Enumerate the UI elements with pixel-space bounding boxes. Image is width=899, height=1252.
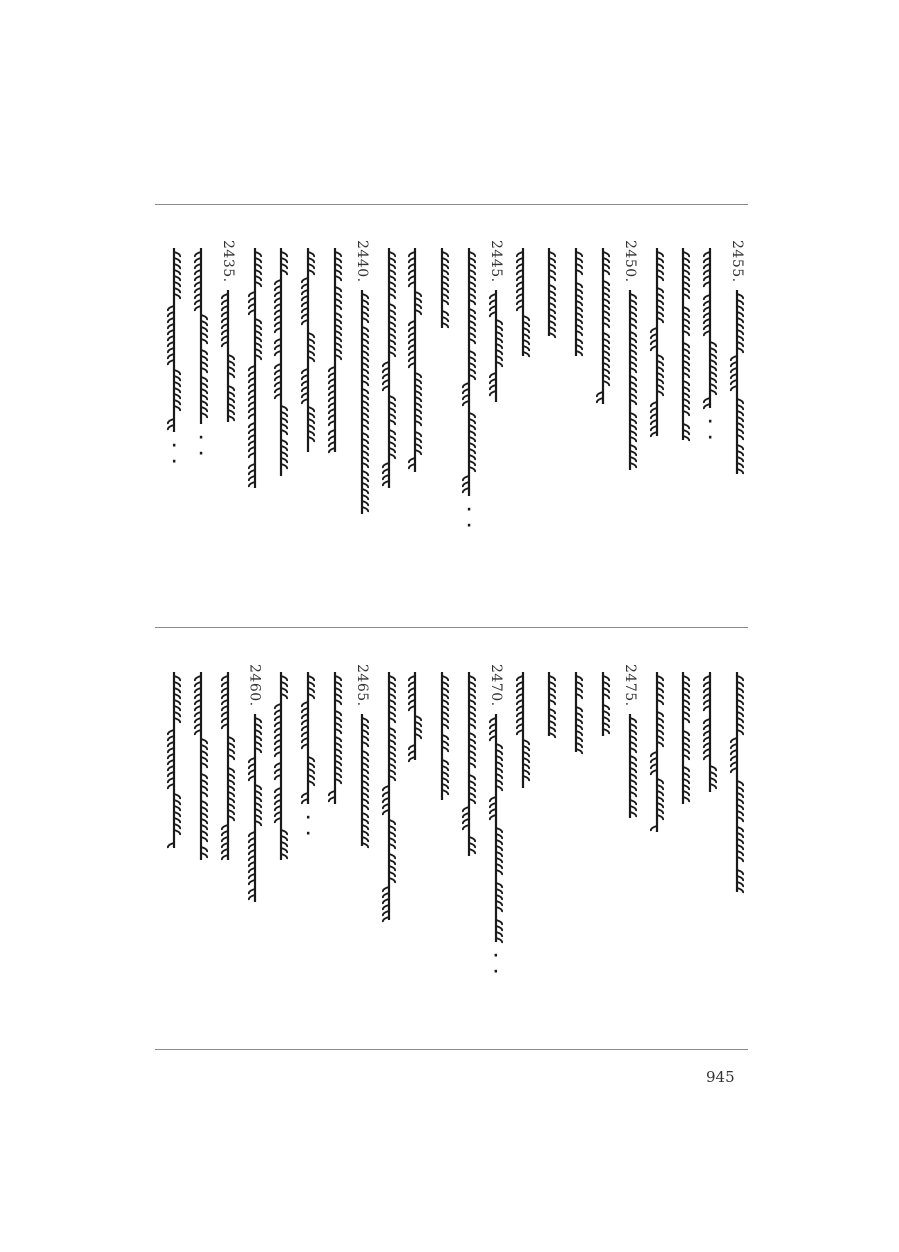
- mongolian-script-glyphs: [323, 240, 347, 640]
- mongolian-script-glyphs: [671, 664, 695, 1064]
- top-rule: [155, 204, 748, 205]
- verse-line: [377, 664, 401, 1064]
- verse-line: [484, 240, 508, 640]
- mongolian-script-glyphs: [591, 664, 615, 1064]
- verse-line: [537, 664, 561, 1064]
- mongolian-script-glyphs: [484, 240, 508, 640]
- mongolian-script-glyphs: [350, 664, 374, 1064]
- mongolian-script-glyphs: [162, 664, 186, 1064]
- verse-line: [216, 240, 240, 640]
- mongolian-script-glyphs: [403, 664, 427, 1064]
- verse-line: [645, 664, 669, 1064]
- mongolian-script-glyphs: [457, 664, 481, 1064]
- verse-line: [243, 240, 267, 640]
- colon-punctuation: ‧ ‧: [493, 948, 499, 980]
- colon-punctuation: ‧ ‧: [466, 502, 472, 534]
- mongolian-script-glyphs: [350, 240, 374, 640]
- mongolian-script-glyphs: [403, 240, 427, 640]
- verse-line: [162, 664, 186, 1064]
- mongolian-script-glyphs: [243, 664, 267, 1064]
- mongolian-script-glyphs: [511, 664, 535, 1064]
- mongolian-script-glyphs: [377, 664, 401, 1064]
- verse-line: [269, 664, 293, 1064]
- verse-line: [511, 240, 535, 640]
- mongolian-script-glyphs: [216, 240, 240, 640]
- verse-line: [671, 240, 695, 640]
- verse-line: [430, 240, 454, 640]
- verse-line: [591, 664, 615, 1064]
- verse-line: [725, 664, 749, 1064]
- verse-number: 2435.: [219, 240, 236, 283]
- colon-punctuation: ‧ ‧: [198, 430, 204, 462]
- mongolian-script-glyphs: [698, 664, 722, 1064]
- mongolian-script-glyphs: [591, 240, 615, 640]
- mongolian-script-glyphs: [537, 664, 561, 1064]
- mongolian-script-glyphs: [725, 664, 749, 1064]
- verse-line: [725, 240, 749, 640]
- verse-number: 2465.: [353, 664, 370, 707]
- mongolian-script-glyphs: [511, 240, 535, 640]
- verse-line: [484, 664, 508, 1064]
- verse-number: 2440.: [353, 240, 370, 283]
- page-number: 945: [706, 1068, 735, 1086]
- verse-line: [162, 240, 186, 640]
- verse-line: [698, 664, 722, 1064]
- mongolian-script-glyphs: [484, 664, 508, 1064]
- verse-line: [403, 240, 427, 640]
- upper-verse-block: [150, 240, 750, 640]
- mongolian-script-glyphs: [430, 664, 454, 1064]
- verse-line: [189, 664, 213, 1064]
- verse-line: [323, 240, 347, 640]
- mongolian-script-glyphs: [645, 240, 669, 640]
- verse-line: [350, 240, 374, 640]
- mongolian-script-glyphs: [537, 240, 561, 640]
- mongolian-script-glyphs: [564, 664, 588, 1064]
- verse-line: [564, 664, 588, 1064]
- verse-line: [671, 664, 695, 1064]
- verse-number: 2460.: [246, 664, 263, 707]
- mongolian-script-glyphs: [189, 664, 213, 1064]
- mongolian-script-glyphs: [671, 240, 695, 640]
- verse-number: 2470.: [487, 664, 504, 707]
- verse-line: [698, 240, 722, 640]
- mongolian-script-glyphs: [618, 664, 642, 1064]
- mongolian-script-glyphs: [296, 240, 320, 640]
- verse-line: [350, 664, 374, 1064]
- mongolian-script-glyphs: [430, 240, 454, 640]
- verse-line: [296, 664, 320, 1064]
- verse-line: [243, 664, 267, 1064]
- colon-punctuation: ‧ ‧: [707, 414, 713, 446]
- verse-number: 2475.: [621, 664, 638, 707]
- lower-verse-block: [150, 664, 750, 1064]
- verse-line: [377, 240, 401, 640]
- mongolian-script-glyphs: [725, 240, 749, 640]
- verse-line: [216, 664, 240, 1064]
- verse-number: 2445.: [487, 240, 504, 283]
- mongolian-script-glyphs: [618, 240, 642, 640]
- mongolian-script-glyphs: [645, 664, 669, 1064]
- mongolian-script-glyphs: [269, 664, 293, 1064]
- verse-line: [537, 240, 561, 640]
- colon-punctuation: ‧ ‧: [305, 810, 311, 842]
- verse-line: [457, 240, 481, 640]
- verse-line: [430, 664, 454, 1064]
- mongolian-script-glyphs: [296, 664, 320, 1064]
- verse-line: [511, 664, 535, 1064]
- verse-line: [564, 240, 588, 640]
- verse-line: [645, 240, 669, 640]
- mongolian-script-glyphs: [323, 664, 347, 1064]
- verse-line: [296, 240, 320, 640]
- verse-line: [457, 664, 481, 1064]
- verse-line: [403, 664, 427, 1064]
- colon-punctuation: ‧ ‧: [171, 438, 177, 470]
- verse-line: [323, 664, 347, 1064]
- mongolian-script-glyphs: [216, 664, 240, 1064]
- mongolian-script-glyphs: [457, 240, 481, 640]
- mongolian-script-glyphs: [377, 240, 401, 640]
- verse-line: [189, 240, 213, 640]
- verse-number: 2455.: [729, 240, 745, 283]
- verse-line: [269, 240, 293, 640]
- mongolian-script-glyphs: [243, 240, 267, 640]
- verse-line: [618, 240, 642, 640]
- mongolian-script-glyphs: [269, 240, 293, 640]
- mongolian-script-glyphs: [564, 240, 588, 640]
- verse-line: [591, 240, 615, 640]
- verse-number: 2450.: [621, 240, 638, 283]
- verse-line: [618, 664, 642, 1064]
